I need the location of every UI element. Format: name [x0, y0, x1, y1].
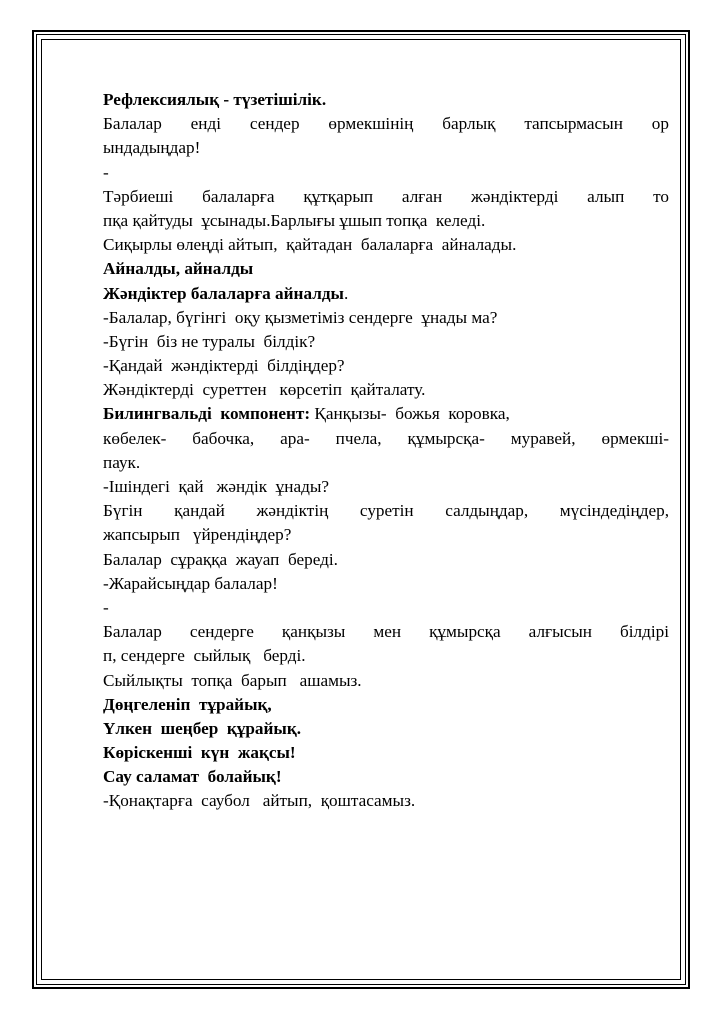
text-line [103, 330, 669, 354]
text-line [103, 161, 669, 185]
body-text: жапсырып үйрендіңдер? [103, 525, 292, 545]
text-line [103, 378, 669, 402]
body-text: - [103, 597, 109, 617]
body-text: паук. [103, 452, 141, 472]
body-text: ындадыңдар! [103, 138, 201, 158]
bold-text: Рефлексиялық - түзетішілік. [103, 90, 327, 109]
body-text: Сиқырлы өлеңді айтып, қайтадан балаларға айналады. [103, 235, 517, 255]
bold-text: Жәндіктер балаларға айналды [103, 283, 344, 303]
bold-text: Дөңгеленіп тұрайық, [103, 694, 272, 714]
text-line [103, 741, 669, 765]
body-text: Бүгін қандай жәндіктің суретін салдыңдар, мүсіндедіңдер, [103, 501, 669, 521]
body-text: -Ішіндегі қай жәндік ұнады? [103, 477, 330, 496]
text-line [103, 669, 669, 693]
text-line [103, 693, 669, 717]
text-line [103, 282, 669, 306]
body-text: -Бүгін біз не туралы білдік? [103, 331, 316, 351]
document-body [103, 88, 669, 814]
body-text: -Балалар, бүгінгі оқу қызметіміз сендерге ұнады ма? [103, 307, 498, 327]
bold-text: Сау саламат болайық! [103, 767, 282, 787]
text-line [103, 717, 669, 741]
text-line [103, 499, 669, 523]
body-text: Тәрбиеші балаларға құтқарып алған жәндіктерді алып то [103, 186, 669, 206]
text-line [103, 306, 669, 330]
text-line [103, 257, 669, 281]
text-line [103, 209, 669, 233]
body-text: Қанқызы- божья коровка, [310, 404, 510, 424]
text-line [103, 185, 669, 209]
bold-text: Көріскенші күн жақсы! [103, 743, 296, 763]
text-line [103, 233, 669, 257]
body-text: п, сендерге сыйлық берді. [103, 646, 306, 666]
text-line [103, 112, 669, 136]
text-line [103, 789, 669, 813]
body-text: . [343, 283, 349, 303]
body-text: -Жарайсыңдар балалар! [103, 573, 278, 593]
text-line [103, 523, 669, 547]
text-line [103, 644, 669, 668]
text-line [103, 620, 669, 644]
body-text: Балалар енді сендер өрмекшінің барлық тапсырмасын ор [103, 114, 669, 134]
body-text: Балалар сұраққа жауап береді. [103, 549, 338, 569]
text-line [103, 475, 669, 499]
body-text: Жәндіктерді суреттен көрсетіп қайталату. [103, 380, 426, 400]
bold-text: Билингвальді компонент: [103, 404, 311, 424]
text-line [103, 451, 669, 475]
body-text: - [103, 162, 109, 182]
text-line [103, 427, 669, 451]
text-line [103, 354, 669, 378]
body-text: Сыйлықты топқа барып ашамыз. [103, 670, 362, 690]
text-line [103, 572, 669, 596]
text-line [103, 596, 669, 620]
body-text: Балалар сендерге қанқызы мен құмырсқа алғысын білдірі [103, 622, 669, 642]
body-text: -Қандай жәндіктерді білдіңдер? [103, 356, 345, 376]
text-line [103, 765, 669, 789]
text-line [103, 402, 669, 426]
body-text: көбелек- бабочка, ара- пчела, құмырсқа- муравей, өрмекші- [103, 428, 669, 448]
text-line [103, 136, 669, 160]
text-line [103, 88, 669, 112]
text-line [103, 548, 669, 572]
body-text: пқа қайтуды ұсынады.Барлығы ұшып топқа келеді. [103, 210, 486, 230]
bold-text: Айналды, айналды [103, 259, 254, 279]
bold-text: Үлкен шеңбер құрайық. [103, 718, 302, 738]
body-text: -Қонақтарға саубол айтып, қоштасамыз. [103, 791, 416, 811]
